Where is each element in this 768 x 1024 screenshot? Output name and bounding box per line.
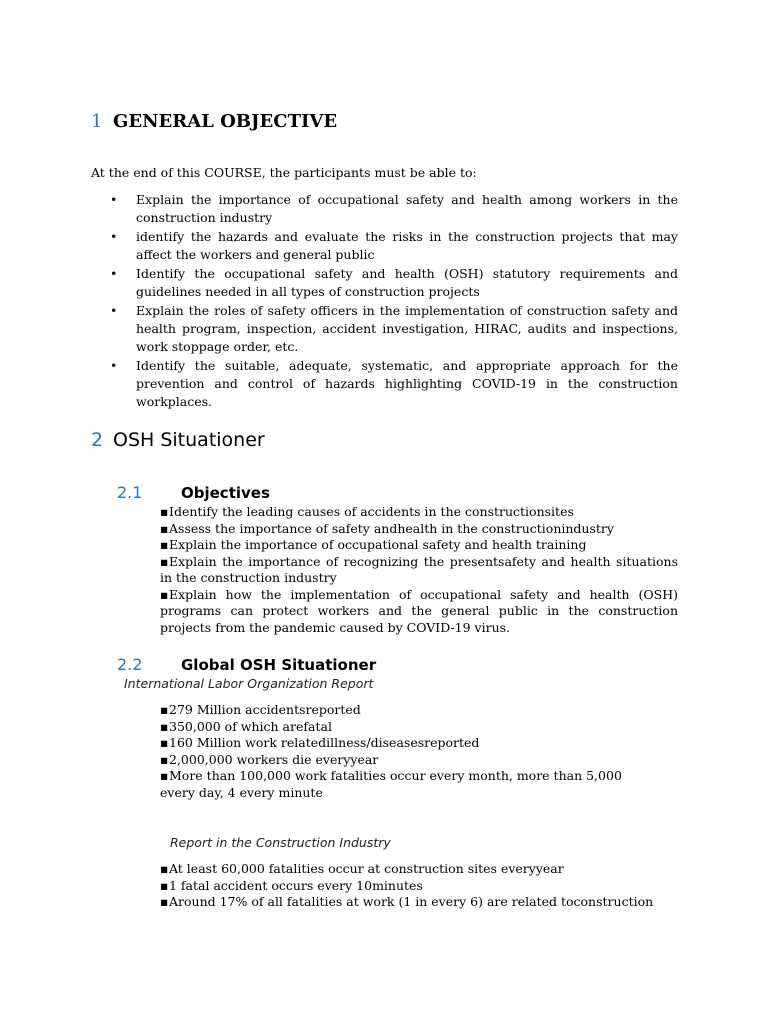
bullet-square-icon: ▪ [160, 520, 169, 536]
list-item [160, 894, 700, 911]
list-item [160, 719, 660, 736]
list-item-text: Explain the importance of occupational safety and health training [169, 537, 587, 552]
subsection-2-2-number: 2.2 [117, 655, 143, 674]
list-item: • Identify the occupational safety and health (OSH) statutory requirements and guidelines needed in all types of construction projects [110, 265, 678, 301]
list-item-text: Explain how the implementation of occupational safety and health (OSH) programs can protect workers and the general public in the construction projects from the pandemic caused by COVID-19 virus. [160, 586, 678, 635]
list-item-text: 1 fatal accident occurs every 10minutes [169, 877, 423, 893]
list-item-text: At least 60,000 fatalities occur at construction sites everyyear [169, 861, 564, 876]
list-item-text: 350,000 of which arefatal [169, 718, 332, 734]
list-item [160, 861, 700, 878]
bullet-square-icon: ▪ [160, 751, 169, 767]
list-item-text: Explain the importance of recognizing the presentsafety and health situations in the construction industry [160, 553, 678, 585]
list-item-text: More than 100,000 work fatalities occur every month, more than 5,000 every day, 4 every minute [160, 768, 622, 800]
list-item [160, 702, 660, 719]
subsection-2-1-heading [117, 483, 270, 503]
list-item-text: 2,000,000 workers die everyyear [169, 751, 379, 767]
bullet-square-icon: ▪ [160, 537, 169, 552]
osh-objectives-list [160, 504, 678, 636]
general-objectives-list [110, 191, 678, 412]
list-item-text: Around 17% of all fatalities at work (1 in every 6) are related toconstruction [169, 894, 654, 909]
list-item-text: 160 Million work relatedillness/diseasesreported [169, 735, 480, 750]
list-item: • identify the hazards and evaluate the risks in the construction projects that may affect the workers and general public [110, 228, 678, 264]
ilo-report-title: International Labor Organization Report [124, 676, 374, 691]
section-1-title: GENERAL OBJECTIVE [113, 111, 338, 132]
list-item [160, 735, 660, 752]
list-item: • Identify the suitable, adequate, systematic, and appropriate approach for the prevention and control of hazards highlighting COVID-19 in the construction workplaces. [110, 357, 678, 411]
ilo-report-list [160, 702, 660, 801]
bullet-square-icon: ▪ [160, 877, 169, 893]
subsection-2-2-title: Global OSH Situationer [181, 656, 377, 674]
bullet-square-icon: ▪ [160, 718, 169, 734]
subsection-2-1-title: Objectives [181, 484, 270, 502]
bullet-square-icon: ▪ [160, 861, 169, 876]
list-item [160, 504, 678, 521]
bullet-square-icon: ▪ [160, 768, 169, 783]
bullet-square-icon: ▪ [160, 553, 169, 569]
bullet-square-icon: ▪ [160, 504, 169, 519]
list-item [160, 878, 700, 895]
bullet-square-icon: ▪ [160, 586, 169, 602]
list-item: • Explain the roles of safety officers in the implementation of construction safety and health program, inspection, accident investigation, HIRAC, audits and inspections, work stoppage order, etc. [110, 302, 678, 356]
section-2-heading [91, 428, 265, 452]
list-item [160, 587, 678, 637]
list-item-text: Identify the leading causes of accidents in the constructionsites [169, 504, 574, 519]
list-item-text: Assess the importance of safety andhealth in the constructionindustry [169, 520, 614, 536]
section-1-heading [91, 110, 337, 134]
list-item: • Explain the importance of occupational safety and health among workers in the construction industry [110, 191, 678, 227]
list-item [160, 521, 678, 538]
subsection-2-1-number: 2.1 [117, 483, 143, 502]
subsection-2-2-heading [117, 655, 376, 675]
section-2-number: 2 [91, 429, 104, 451]
bullet-square-icon: ▪ [160, 702, 169, 717]
list-item [160, 752, 660, 769]
bullet-square-icon: ▪ [160, 894, 169, 909]
construction-report-list [160, 861, 700, 911]
list-item [160, 554, 678, 587]
section-1-number: 1 [91, 111, 103, 132]
list-item [160, 537, 678, 554]
list-item [160, 768, 660, 801]
section-2-title: OSH Situationer [113, 429, 265, 451]
list-item-text: 279 Million accidentsreported [169, 702, 361, 717]
section-1-intro: At the end of this COURSE, the participants must be able to: [91, 165, 477, 180]
bullet-square-icon: ▪ [160, 735, 169, 750]
construction-report-title: Report in the Construction Industry [170, 835, 391, 850]
